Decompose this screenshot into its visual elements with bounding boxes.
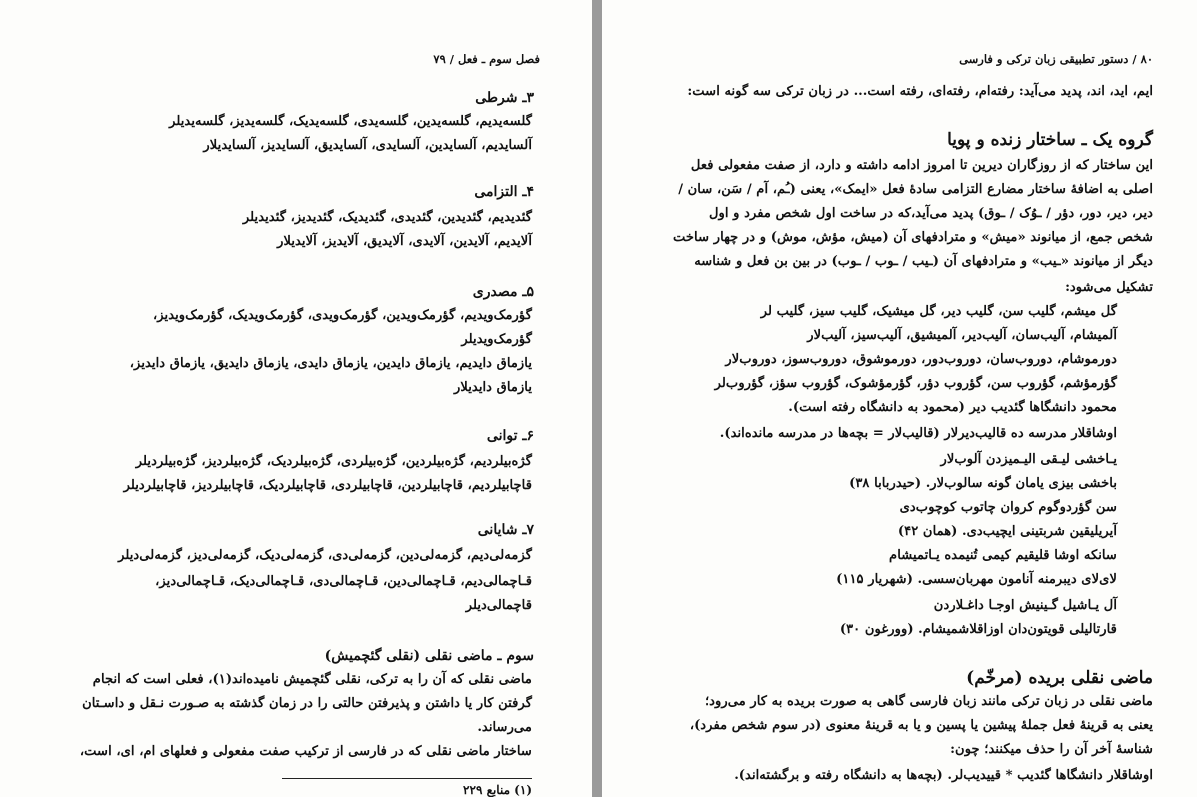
text-line: گئدیدیم، گئدیدین، گئدیدی، گئدیدیک، گئدیدیز، گئدیدیلر <box>242 210 532 225</box>
paragraph-line: ماضی نقلی در زبان ترکی مانند زبان فارسی گاهی به صورت بریده به کار می‌رود؛ <box>704 694 1153 709</box>
poem-line: قارتالیلی قویتون‌دان اوزاقلاشمیشام. (وورغون ۳۰) <box>839 622 1117 637</box>
paragraph-line: دیر، دیر، دور، دؤر / ـوُک / ـوق) پدید می‌آید،که در ساخت اول شخص مفرد و اول <box>708 206 1153 221</box>
paragraph-line: تشکیل می‌شود: <box>1065 280 1153 295</box>
example-line: دورموشام، دوروب‌سان، دوروب‌دور، دورموشوق، دوروب‌سوز، دوروب‌لار <box>725 352 1117 367</box>
example-line: اوشاقلار مدرسه ده قالیب‌دیرلار (قالیب‌لار = بچه‌ها در مدرسه مانده‌اند). <box>719 426 1117 441</box>
example-line: گل میشم، گلیب سن، گلیب دیر، گل میشیک، گلیب سیز، گلیب لر <box>760 304 1117 319</box>
paragraph-line: شخص جمع، از میانوند «میش» و مترادفهای آن (میش، مؤش، موش) و در چهار ساخت <box>672 230 1153 245</box>
poem-line: سانکه اوشا قلیقیم کیمی تُنیمده یـاتمیشام <box>889 548 1117 563</box>
text-line: آلایدیم، آلایدین، آلایدی، آلایدیق، آلایدیز، آلایدیلار <box>277 234 532 249</box>
section-heading: ۳ـ شرطی <box>475 90 534 106</box>
section-heading: ۶ـ توانی <box>486 428 534 444</box>
paragraph-line: دیگر از میانوند «ـیب» و مترادفهای آن (ـیب / ـوب / ـوب) در بین بن فعل و شناسه <box>694 254 1153 269</box>
text-line: قـاچمالی‌دیم، قـاچمالی‌دین، قـاچمالی‌دی، قـاچمالی‌دیک، قـاچمالی‌دیز، <box>155 574 532 589</box>
subsection-heading: ماضی نقلی بریده (مرخّم) <box>966 668 1153 688</box>
text-line: یازماق دایدیلار <box>454 380 532 395</box>
text-line: گؤرمک‌ویدیم، گؤرمک‌ویدین، گؤرمک‌ویدی، گؤرمک‌ویدیک، گؤرمک‌ویدیز، <box>153 308 532 323</box>
section-heading: ۵ـ مصدری <box>472 284 534 300</box>
text-line: گلسه‌یدیم، گلسه‌یدین، گلسه‌یدی، گلسه‌یدیک، گلسه‌یدیز، گلسه‌یدیلر <box>169 114 532 129</box>
poem-line: آیریلیقین شربتینی ایچیب‌دی. (همان ۴۲) <box>897 524 1117 539</box>
poem-line: آل یـاشیل گـینیش اوجـا داغـلاردن <box>933 598 1117 613</box>
section-heading: ۴ـ التزامی <box>474 184 534 200</box>
paragraph-line: ساختار ماضی نقلی که در فارسی از ترکیب صفت مفعولی و فعلهای ام، ای، است، <box>79 744 532 759</box>
intro-line: ایم، اید، اند، پدید می‌آید: رفته‌ام، رفته‌ای، رفته است... در زبان ترکی سه گونه است: <box>687 84 1153 99</box>
right-page <box>602 0 1197 797</box>
paragraph-line: این ساختار که از روزگاران دیرین تا امروز ادامه داشته و دارد، از صفت مفعولی فعل <box>690 158 1153 173</box>
text-line: گؤرمک‌ویدیلر <box>461 332 532 347</box>
text-line: گژه‌بیلردیم، گژه‌بیلردین، گژه‌بیلردی، گژه‌بیلردیک، گژه‌بیلردیز، گژه‌بیلردیلر <box>135 454 532 469</box>
running-head: فصل سوم ـ فعل / ۷۹ <box>433 52 540 66</box>
example-line: محمود دانشگاها گئدیب دیر (محمود به دانشگاه رفته است). <box>788 400 1117 415</box>
text-line: آلسایدیم، آلسایدین، آلسایدی، آلسایدیق، آلسایدیز، آلسایدیلار <box>203 138 532 153</box>
example-line: آلمیشام، آلیب‌سان، آلیب‌دیر، آلمیشیق، آلیب‌سیز، آلیب‌لار <box>807 328 1117 343</box>
text-line: یازماق دایدیم، یازماق دایدین، یازماق دایدی، یازماق دایدیق، یازماق دایدیز، <box>129 356 532 371</box>
page-gutter <box>592 0 602 797</box>
paragraph-line: ماضی نقلی که آن را به ترکی، نقلی گئچمیش نامیده‌اند(۱)، فعلی است که انجام <box>92 672 532 687</box>
paragraph-line: شناسهٔ آخر آن را حذف میکنند؛ چون: <box>950 742 1153 757</box>
section-heading: ۷ـ شایانی <box>477 522 534 538</box>
poem-line: سن گؤردوگوم کروان چاتوب کوچوب‌دی <box>899 500 1117 515</box>
running-head: ۸۰ / دستور تطبیقی زبان ترکی و فارسی <box>959 52 1153 66</box>
paragraph-line: می‌رساند. <box>477 720 532 735</box>
paragraph-line: اوشاقلار دانشگاها گئدیب * قییدیب‌لر. (بچه‌ها به دانشگاه رفته و برگشته‌اند). <box>734 768 1153 783</box>
text-line: قاچابیلردیم، قاچابیلردین، قاچابیلردی، قاچابیلردیک، قاچابیلردیز، قاچابیلردیلر <box>123 478 532 493</box>
example-line: گؤرمؤشم، گؤروب سن، گؤروب دؤر، گؤرمؤشوک، گؤروب سؤز، گؤروب‌لر <box>714 376 1117 391</box>
paragraph-line: گرفتن کار یا داشتن و پذیرفتن حالتی را در زمان گذشته به صـورت نـقل و داسـتان <box>82 696 532 711</box>
poem-line: باخشی بیزی یامان گونه سالوب‌لار. (حیدربابا ۳۸) <box>849 476 1117 491</box>
footnote-rule <box>282 778 532 779</box>
poem-line: لای‌لای دیبرمنه آنامون مهربان‌سسی. (شهریار ۱۱۵) <box>836 572 1117 587</box>
subsection-heading: سوم ـ ماضی نقلی (نقلی گئچمیش) <box>324 648 534 664</box>
left-page <box>0 0 592 797</box>
text-line: گزمه‌لی‌دیم، گزمه‌لی‌دین، گزمه‌لی‌دی، گزمه‌لی‌دیک، گزمه‌لی‌دیز، گزمه‌لی‌دیلر <box>118 548 532 563</box>
group-heading: گروه یک ـ ساختار زنده و پویا <box>947 130 1153 150</box>
poem-line: یـاخشی لیـقی الیـمیزدن آلوب‌لار <box>940 452 1117 467</box>
paragraph-line: اصلی به اضافهٔ ساختار مضارع التزامی سادهٔ فعل «ایمک»، یعنی (ـُم، آم / سَن، سان / <box>678 182 1153 197</box>
text-line: قاچمالی‌دیلر <box>465 598 532 613</box>
paragraph-line: یعنی به قرینهٔ فعل جملهٔ پیشین یا پسین و یا به قرینهٔ معنوی (در سوم شخص مفرد)، <box>689 718 1153 733</box>
footnote: (۱) منابع ۲۲۹ <box>463 783 532 797</box>
